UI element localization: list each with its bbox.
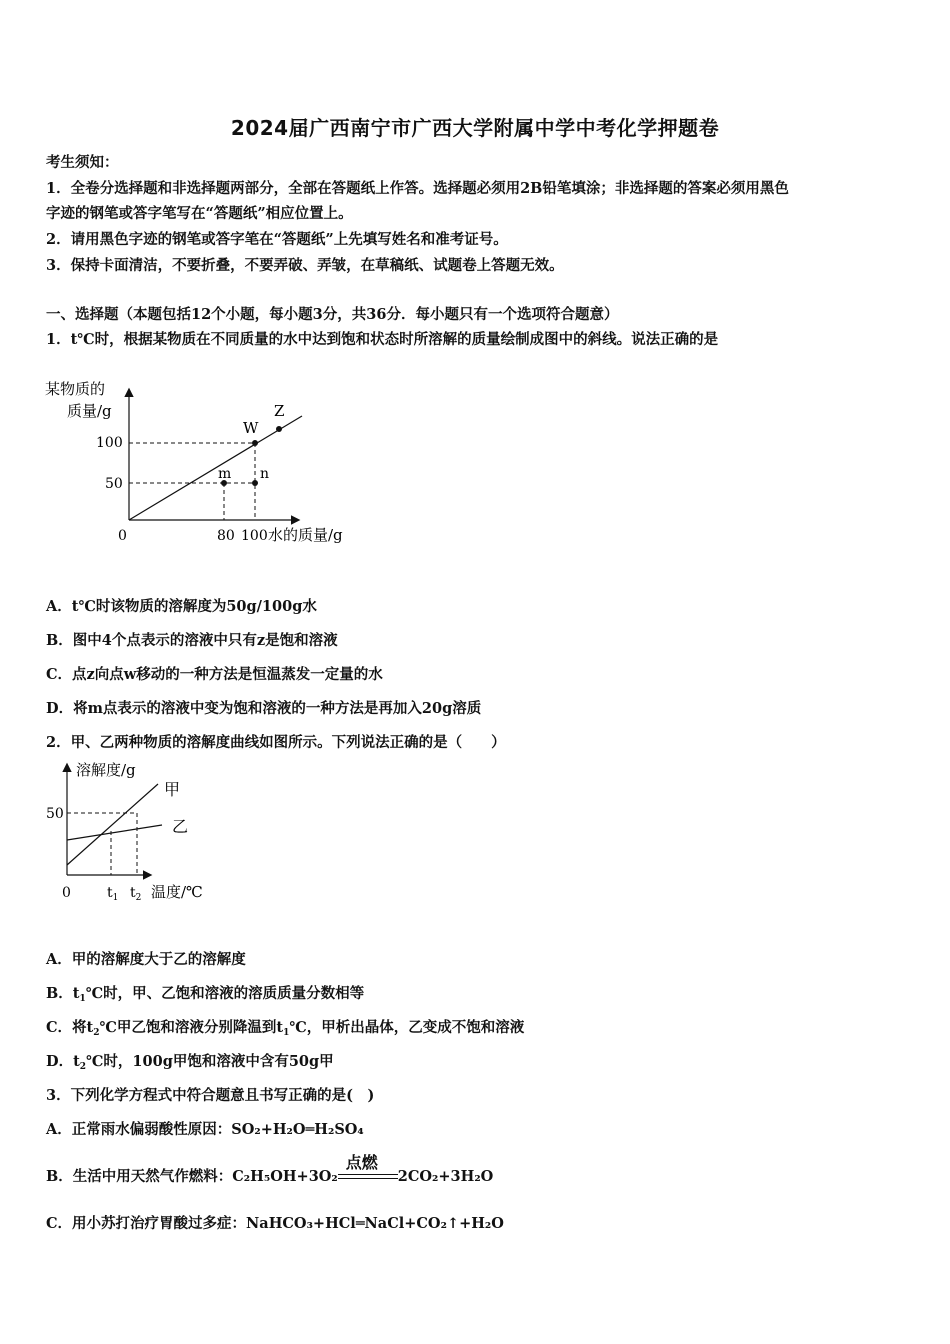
- q1-option-b: B．图中4个点表示的溶液中只有z是饱和溶液: [46, 632, 338, 649]
- q3-b-left: C₂H₅OH+3O₂: [232, 1168, 338, 1185]
- q1-option-c: C．点z向点w移动的一种方法是恒温蒸发一定量的水: [46, 666, 383, 683]
- q3-a-equation: SO₂+H₂O═H₂SO₄: [231, 1121, 364, 1138]
- q1-label-n: n: [260, 466, 270, 482]
- q2-option-c: C．将$t_2℃$甲乙饱和溶液分别降温到$t_1℃$，甲析出晶体，乙变成不饱和溶液: [46, 1019, 525, 1038]
- q3-b-arrow: [338, 1153, 398, 1184]
- q3-c-equation: NaHCO₃+HCl═NaCl+CO₂↑+H₂O: [246, 1215, 504, 1232]
- q1-point-w: [252, 440, 258, 446]
- q1-tick-80: 80: [217, 528, 235, 544]
- q1-label-z: Z: [274, 402, 285, 420]
- q1-origin: 0: [118, 528, 127, 544]
- q2-tick-t1: $t_1$: [107, 885, 119, 903]
- q1-option-d: D．将m点表示的溶液中变为饱和溶液的一种方法是再加入20g溶质: [46, 700, 482, 717]
- q1-xlabel: 水的质量/g: [268, 526, 343, 544]
- q2-label-yi: 乙: [172, 817, 189, 836]
- q3-option-b: B．生活中用天然气作燃料：C₂H₅OH+3O₂ 点燃 2CO₂+3H₂O: [46, 1165, 493, 1186]
- q2-tick-t2: $t_2$: [130, 885, 142, 903]
- q2-option-b: B．$t_1℃$时，甲、乙饱和溶液的溶质质量分数相等: [46, 985, 365, 1004]
- q1-point-z: [276, 426, 282, 432]
- q2-stem: 2．甲、乙两种物质的溶解度曲线如图所示。下列说法正确的是（ ）: [46, 734, 506, 751]
- q3-option-c: C．用小苏打治疗胃酸过多症：NaHCO₃+HCl═NaCl+CO₂↑+H₂O: [46, 1215, 504, 1232]
- q1-ylabel-1: 某物质的: [45, 380, 106, 398]
- q2-label-jia: 甲: [164, 780, 181, 799]
- q2-tick-50: 50: [46, 806, 64, 822]
- q1-label-w: W: [243, 419, 259, 437]
- q2-ylabel: 溶解度/g: [76, 761, 136, 779]
- q1-tick-100: 100: [96, 435, 123, 451]
- q3-stem: 3．下列化学方程式中符合题意且书写正确的是( ): [46, 1087, 375, 1104]
- page-title: 2024届广西南宁市广西大学附属中学中考化学押题卷: [230, 116, 720, 140]
- q3-b-right: 2CO₂+3H₂O: [397, 1168, 494, 1185]
- q1-graph: [40, 372, 370, 552]
- q1-option-a: A．t℃时该物质的溶解度为50g/100g水: [46, 598, 317, 615]
- q2-graph: [40, 757, 230, 907]
- q3-b-condition: 点燃: [345, 1153, 378, 1172]
- notice-heading: 考生须知：: [46, 154, 119, 171]
- q1-slope-line: [129, 416, 302, 520]
- q2-xlabel: 温度/℃: [151, 883, 203, 901]
- q2-curve-yi: [67, 825, 162, 840]
- q1-stem: 1．t℃时，根据某物质在不同质量的水中达到饱和状态时所溶解的质量绘制成图中的斜线。说法正确的是: [46, 331, 719, 348]
- notice-item-2: 2．请用黑色字迹的钢笔或答字笔在“答题纸”上先填写姓名和准考证号。: [46, 231, 508, 248]
- q1-ylabel-2: 质量/g: [67, 402, 112, 420]
- notice-item-1: 1．全卷分选择题和非选择题两部分，全部在答题纸上作答。选择题必须用2B铅笔填涂；非选择题的答案必须用黑色: [46, 180, 789, 197]
- section-heading: 一、选择题（本题包括12个小题，每小题3分，共36分．每小题只有一个选项符合题意）: [46, 306, 619, 323]
- q1-tick-x100: 100: [241, 528, 268, 544]
- q2-origin: 0: [62, 885, 71, 901]
- q2-option-a: A．甲的溶解度大于乙的溶解度: [46, 951, 246, 968]
- q1-tick-50: 50: [105, 476, 123, 492]
- notice-item-3: 3．保持卡面清洁，不要折叠，不要弄破、弄皱，在草稿纸、试题卷上答题无效。: [46, 257, 564, 274]
- q2-option-d: D．$t_2℃$时，100g甲饱和溶液中含有50g甲: [46, 1053, 334, 1072]
- q3-option-a: A．正常雨水偏弱酸性原因：SO₂+H₂O═H₂SO₄: [46, 1121, 364, 1138]
- q1-point-n: [252, 480, 258, 486]
- notice-item-1-cont: 字迹的钢笔或答字笔写在“答题纸”相应位置上。: [46, 205, 353, 222]
- q2-curve-jia: [67, 784, 158, 865]
- q1-label-m: m: [218, 466, 232, 482]
